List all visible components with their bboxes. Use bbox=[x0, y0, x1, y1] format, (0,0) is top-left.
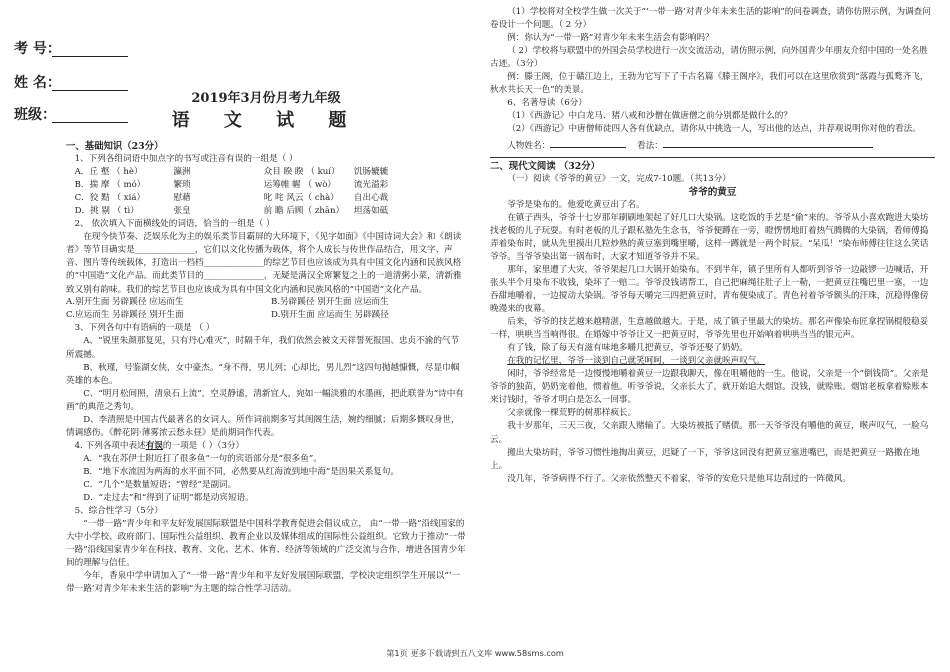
q1-option-cell: 瀛洲 bbox=[173, 167, 191, 178]
q1-option-cell: D．挑 剔 （ tì） bbox=[74, 206, 139, 217]
q5-2-prompt: （ 2）学校将与联盟中的外国会员学校进行一次交流活动，请仿照示例，向外国青少年朋友介绍中国的一处名胜古迹。（3分） bbox=[490, 46, 928, 70]
name-label: 姓 名： bbox=[14, 75, 61, 91]
q1-option-row[interactable] bbox=[75, 192, 466, 205]
section1-heading: 一、基础知识（23分） bbox=[66, 141, 164, 152]
q1-options bbox=[66, 166, 466, 218]
subject-title: 语 文 试 题 bbox=[171, 110, 361, 131]
q1-option-cell: 前 瞻 后顾（ zhān） bbox=[263, 206, 345, 217]
page-footer: 第1页 更多下载请到五八文库 www.58sms.com bbox=[386, 648, 564, 658]
story-paragraph: 后来，爷爷的技艺越来越精湛，生意越做越大。于是，成了镇子里最大的染坊。那名声像染布匠拿捏锅棍般稳妥一样，哄哄当当响得很。在婚嫁中爷爷让又一把黄豆时，爷爷先里也开始响着哄哄当当的银元声。 bbox=[490, 317, 929, 341]
q2-option-d[interactable]: D.别开生面 应运而生 另辟蹊径 bbox=[271, 310, 389, 321]
q1-option-cell: C．狡 黠 （ xiá） bbox=[74, 193, 146, 204]
q5-stem: 5、综合性学习（5分） bbox=[74, 506, 163, 517]
story-paragraph: 我十岁那年，三天三夜，父亲跟人赌输了。大染坊被抵了赌债。那一天爷爷没有嚼他的黄豆，喉声叹气，一脸乌云。 bbox=[490, 421, 929, 445]
q2-option-b[interactable]: B.另辟蹊径 别开生面 应运而生 bbox=[271, 297, 389, 308]
exam-title: 2019年3月份月考九年级 bbox=[191, 91, 341, 106]
reading-intro: （一）阅读《爷爷的黄豆》一文，完成7-10题。（共13分） bbox=[507, 173, 731, 184]
q1-option-cell: 饥肠辘辘 bbox=[353, 167, 389, 178]
q5-paragraph-2: 今年，香泉中学申请加入了“一带一路”青少年和平友好发展国际联盟，学校决定组织学生开展以“‘一带一路’对青少年未来生活的影响”为主题的综合性学习活动。 bbox=[66, 571, 461, 595]
section2-heading: 二、现代文阅读 （32分） bbox=[490, 160, 601, 172]
q2-option-a[interactable]: A.别开生面 另辟蹊径 应运而生 bbox=[66, 297, 184, 308]
q1-option-cell: 自出心裁 bbox=[353, 193, 389, 204]
q2-paragraph: 在现今快节奏、泛娱乐化为主的娱乐类节目霸屏的大环境下，《见字如面》《中国诗词大会》和《朗读者》等节目确实是______________，它们以文化传播为载体，将个人成长与传世作品结合，用文字、声音、图片等传统载体，打造出一档档______________的综艺节目也应该成为具有中国文化内涵和民族风格的“中国造”文化产品。而此类节目的______________，无疑是满汉全席繁复之上的一道清粥小菜，清新雅致又别有韵味。我们的综艺节目也应该成为具有中国文化内涵和民族风格的“中国造”文化产品。 bbox=[66, 232, 462, 295]
story-paragraph: 在我的记忆里，爷爷一谈到自己就笑呵呵，一谈到父亲就唉声叹气。 bbox=[507, 356, 766, 367]
story-paragraph: 爷爷是染布的。他爱吃黄豆出了名。 bbox=[507, 199, 645, 210]
story-paragraph: 在镇子西头，爷爷十七岁那年刷刷地架起了好几口大染锅。这吃饭的手艺是“偷”来的。爷爷从小喜欢跑进大染坊找老板的儿子玩耍。有时老板的儿子跟私塾先生念书，爷爷便蹲在一旁，瞪愣愣地盯着热气腾腾的大染锅，看师傅捣弄着染布时，就从先里摸出几粒炒熟的黄豆塞到嘴里嚼，这样一蹲就是一两个时辰。“呆瓜！”染布师傅往往这么笑话爷爷。当爷爷染出第一锅布时，大家才知道爷爷并不呆。 bbox=[490, 212, 929, 262]
story-paragraph: 没几年，爷爷病得不行了。父亲依然整天不着家，爷爷的安危只是他耳边刮过的一阵微风。 bbox=[507, 473, 851, 484]
q4-option-a[interactable]: A．“我在苏伊士附近打了很多鱼”一句的宾语部分是“很多鱼”。 bbox=[83, 453, 322, 464]
q3-option-b[interactable]: B、秋瑾，号鉴湖女侠，女中豪杰。“身不得，男儿列；心却比，男儿烈”这四句抛越慷慨，尽显巾帼英雄的本色。 bbox=[66, 362, 460, 386]
q1-option-cell: 慰藉 bbox=[173, 193, 191, 204]
q4-stem bbox=[66, 440, 466, 453]
story-paragraph: 父亲就像一棵荒野的树那样疯长。 bbox=[507, 408, 637, 419]
q1-stem: 1、下列各组词语中加点字的书写或注音有误的一组是（ ） bbox=[74, 154, 298, 165]
q3-option-d[interactable]: D、李清照是中国古代最著名的女词人。所作词前期多写其闺阁生活，婉约细腻；后期多慨叹身世，情调感伤。《醉花阴·薄雾浓云愁永昼》是前期词作代表。 bbox=[66, 414, 460, 438]
q1-option-cell: 运筹帷 幄 （ wò） bbox=[263, 180, 336, 191]
q6-1-prompt: （1）《西游记》中白龙马、猪八戒和沙僧在做唐僧之前分别都是做什么的？ bbox=[507, 111, 792, 122]
story-paragraph: 有了钱，除了每天有滋有味地多嚼几把黄豆，爷爷还娶了奶奶。 bbox=[507, 343, 748, 354]
q6-stem: 6、名著导读（6分） bbox=[507, 98, 587, 109]
story-paragraph: 闲时，爷爷经常是一边慢慢地嚼着黄豆一边跟我聊天，像在咀嚼他的一生。他说，父亲是一个“倒钱筒”。父亲是爷爷的独苗，奶奶宠着他，惯着他。听爷爷说，父亲长大了，就开始追大烟馆。没钱，就赊账。烟馆老板拿着赊账本来讨钱时，爷爷才明白是怎么一回事。 bbox=[490, 369, 929, 406]
q6-view-input[interactable] bbox=[663, 138, 873, 148]
q3-option-a[interactable]: A、“锐里朱颜那复见，只有丹心难灭”，时隔千年，我们依然会被文天祥誓死报国、忠贞不渝的气节所震撼。 bbox=[66, 336, 460, 360]
left-column bbox=[66, 6, 466, 596]
q6-2-prompt: （2）《西游记》中唐僧师徒四人各有优缺点，请你从中挑选一人，写出他的达点，并荐观说明你对他的看法。 bbox=[507, 124, 921, 135]
q4-option-c[interactable]: C．“几个”是数量短语；“曾经”是副词。 bbox=[83, 479, 237, 490]
q5-2-example: 例：滕王阁，位于赣江边上，王勃为它写下了千古名篇《滕王阁序》，我们可以在这里欣赏到“落霞与孤鹜齐飞，秋水共长天一色”的美景。 bbox=[490, 72, 929, 96]
q2-option-c[interactable]: C.应运而生 另辟蹊径 别开生面 bbox=[66, 310, 184, 321]
q1-option-cell: A．丘 壑 （ hè） bbox=[74, 167, 143, 178]
q1-option-row[interactable] bbox=[75, 166, 466, 179]
q1-option-cell: 叱 咤 风云（ chà） bbox=[263, 193, 339, 204]
q1-option-row[interactable] bbox=[75, 205, 466, 218]
q5-paragraph-1: “一带一路”青少年和平友好发展国际联盟是中国科学教育促进会倡议成立， 由“一带一路”沿线国家的大中小学校、政府部门、国际性公益组织、教育企业以及媒体组成的国际性公益组织。它致力于推动“一带一路”沿线国家青少年在科技、教育、文化、艺术、体育、经济等领域的广泛交流与合作，增进各国青少年间的理解与信任。 bbox=[66, 519, 466, 569]
q4-stem-post: 的一项是（ ）（3分） bbox=[162, 440, 245, 451]
exam-number-label: 考 号： bbox=[14, 41, 61, 57]
story-title: 爷爷的黄豆 bbox=[688, 186, 737, 198]
q3-option-c[interactable]: C、“明月松间照，清泉石上流”，空灵静谧，清新宜人，宛如一幅淡雅的水墨画，把此联誉为“诗中有画”的典范之秀句。 bbox=[66, 388, 464, 412]
q2-stem: 2、 依次填入下面横线处的词语，恰当的一组是（ ） bbox=[74, 219, 275, 230]
q6-view-label: 看法： bbox=[637, 141, 663, 152]
story-paragraph: 那年，家里遭了大灾，爷爷架起几口大锅开始染布。不到半年，镇子里所有人都听到爷爷一边敲锣一边喊话，开张头半个月染布不收钱，染坏了一赔二。爷爷没钱请帮工，自己把麻绳往肚子上一勒，一把黄豆往嘴巴里一塞，一边吞甜地嚼着，一边搅动大染锅。爷爷每天嚼完三四把黄豆时，青布便染成了。青色衬着爷爷额头的汗珠，沉稳得像傍晚漫来的夜幕。 bbox=[490, 264, 929, 315]
q4-option-d[interactable]: D．“走过去”和“得到了证明”都是动宾短语。 bbox=[83, 493, 254, 504]
q1-option-cell: 流光溢彩 bbox=[353, 180, 389, 191]
q1-option-cell: 张皇 bbox=[173, 206, 191, 217]
q5-1-prompt: （1）学校将对全校学生做一次关于“‘一带一路’对青少年未来生活的影响”的问卷调查，请你仿照示例，为调查问卷设计一个问题。（ 2 分） bbox=[490, 7, 931, 31]
q1-option-cell: 坦荡如砥 bbox=[353, 206, 389, 217]
story-paragraph: 搬出大染坊时，爷爷习惯性地掏出黄豆，迟疑了一下，爷爷这回没有把黄豆塞进嘴巴，而是把黄豆一路撒在地上。 bbox=[490, 447, 920, 471]
q4-option-b[interactable]: B．“地下水流因为两海的水平面不同，必然要从红海流到地中海”是因果关系复句。 bbox=[83, 466, 400, 477]
q1-option-row[interactable] bbox=[75, 179, 466, 192]
q1-option-cell: 繁琐 bbox=[173, 180, 191, 191]
q3-stem: 3、下列各句中有语病的一项是 （ ） bbox=[74, 323, 215, 334]
q6-answer-row bbox=[490, 138, 935, 153]
right-column bbox=[490, 6, 935, 486]
section-divider bbox=[490, 157, 935, 158]
q4-stem-emphasis: 有误 bbox=[145, 440, 163, 451]
q4-stem-pre: 4. 下列各项中表述 bbox=[74, 440, 146, 451]
story-body bbox=[490, 199, 935, 486]
q1-option-cell: B．揣 摩 （ mó） bbox=[74, 180, 146, 191]
class-label: 班级： bbox=[14, 107, 56, 123]
q5-1-example: 例：你认为“一带一路”对青少年未来生活会有影响吗？ bbox=[507, 33, 714, 44]
q6-person-label: 人物姓名： bbox=[507, 141, 551, 152]
q1-option-cell: 众目 睽 睽 （ kuí） bbox=[263, 167, 340, 178]
q6-person-input[interactable] bbox=[550, 138, 626, 148]
q2-options bbox=[66, 296, 466, 322]
